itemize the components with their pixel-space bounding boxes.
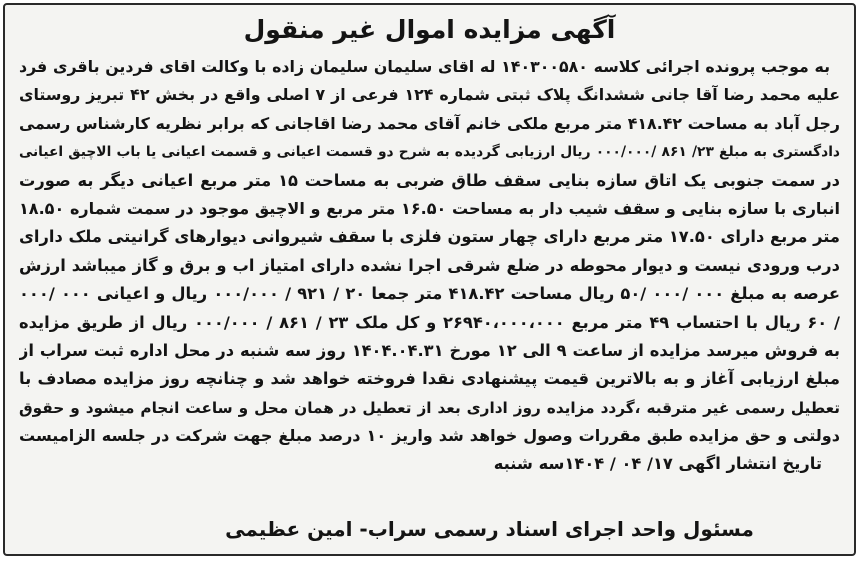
body-line: در سمت جنوبی یک اتاق سازه بنایی سقف طاق ضربی به مساحت ۱۵ متر مربع اعیانی دیگر به صورت xyxy=(19,170,840,190)
notice-box xyxy=(3,3,856,556)
body-line: دولتی و حق مزایده طبق مقررات وصول خواهد شد واریز ۱۰ درصد مبلغ جهت شرکت در جلسه الزامیست xyxy=(19,426,840,446)
body-line: علیه محمد رضا آقا جانی ششدانگ پلاک ثبتی شماره ۱۲۴ فرعی از ۷ اصلی واقع در بخش ۴۲ تبریز روستای xyxy=(19,85,840,105)
notice-body xyxy=(19,53,840,479)
publication-date-line: تاریخ انتشار اگهی ۱۷/ ۰۴ / ۱۴۰۴سه شنبه xyxy=(493,454,822,474)
body-line: به فروش میرسد مزایده از ساعت ۹ الی ۱۲ مورخ ۱۴۰۴.۰۴.۳۱ روز سه شنبه در محل اداره ثبت سراب از xyxy=(19,340,840,360)
body-line: به موجب پرونده اجرائی کلاسه ۱۴۰۳۰۰۵۸۰ له اقای سلیمان سلیمان زاده با وکالت اقای فردین باقری فرد xyxy=(19,57,831,76)
body-line: درب ورودی نیست و دیوار محوطه در ضلع شرقی اجرا نشده دارای امتیاز اب و برق و گاز میباشد ارزش xyxy=(19,255,840,275)
body-line: تعطیل رسمی غیر مترقبه ،گردد مزایده روز اداری بعد از تعطیل در همان محل و ساعت انجام میشود و حقوق xyxy=(19,398,840,417)
signature-line: مسئول واحد اجرای اسناد رسمی سراب- امین عظیمی xyxy=(225,517,754,541)
body-line: / ۶۰ ریال با احتساب ۴۹ متر مربع ۲۶۹۴۰،۰۰۰،۰۰۰ و کل ملک ۲۳ / ۸۶۱ / ۰۰۰/۰۰۰ ریال از طریق مزایده xyxy=(19,312,840,332)
body-line: دادگستری به مبلغ ۲۳/ ۸۶۱ /۰۰۰/۰۰۰ ریال ارزیابی گردیده به شرح دو قسمت اعیانی و قسمت اعیانی یا باب الاچیق اعیانی xyxy=(19,144,840,161)
body-line: عرصه به مبلغ ۰۰۰ /۰۰۰ /۵۰ ریال مساحت ۴۱۸.۴۲ متر جمعا ۲۰ / ۹۲۱ / ۰۰۰/۰۰۰ ریال و اعیانی ۰۰۰ /۰۰۰ xyxy=(19,284,840,304)
body-line: رجل آباد به مساحت ۴۱۸.۴۲ متر مربع ملکی خانم آقای محمد رضا اقاجانی که برابر نظریه کارشناس رسمی xyxy=(19,113,840,133)
body-line: مبلغ ارزیابی آغاز و به بالاترین قیمت پیشنهادی نقدا فروخته خواهد شد و چنانچه روز مزایده مصادف با xyxy=(19,369,840,389)
body-line: متر مربع دارای ۱۷.۵۰ متر مربع دارای چهار ستون فلزی با سقف شیروانی دیوارهای گرانیتی ملک دارای xyxy=(19,227,840,247)
notice-title: آگهی مزایده اموال غیر منقول xyxy=(243,15,616,44)
body-line: انباری با سازه بنایی و سقف شیب دار به مساحت ۱۶.۵۰ متر مربع و الاچیق موجود در سمت شماره ۱۸.۵۰ xyxy=(19,198,840,218)
